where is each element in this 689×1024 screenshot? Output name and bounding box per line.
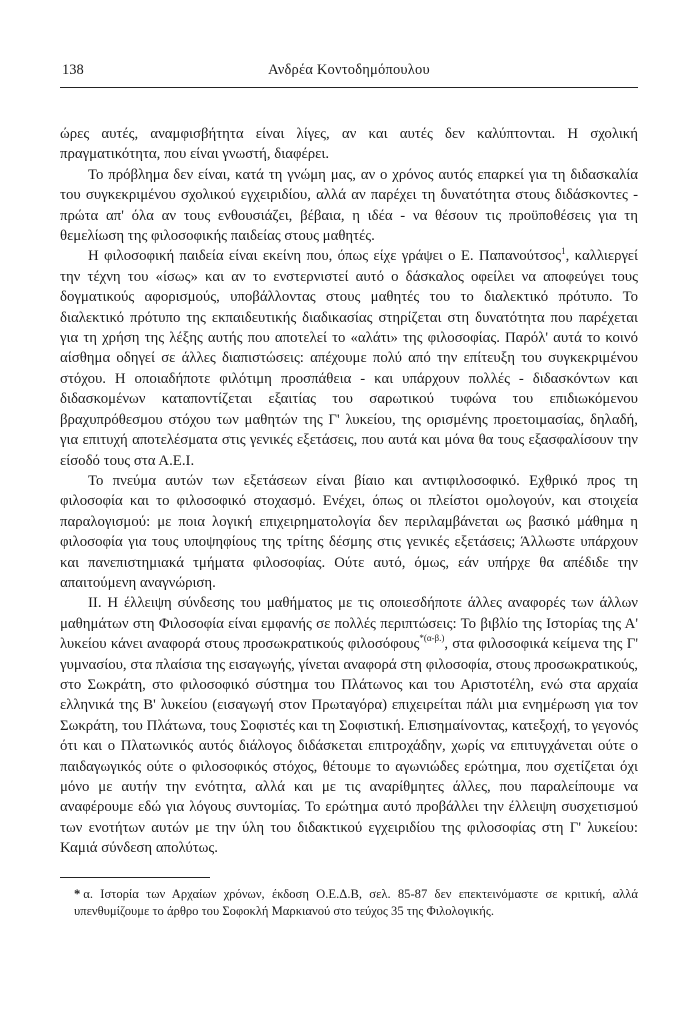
paragraph: [60, 471, 638, 593]
footnote-text: α. Ιστορία των Αρχαίων χρόνων, έκδοση Ο.Ε.Δ.Β, σελ. 85-87 δεν επεκτεινόμαστε σε κριτική, αλλά υπενθυμίζουμε το άρθρο του Σοφοκλή Μαρκιανού στο τεύχος 35 της Φιλολογικής.: [74, 886, 638, 918]
book-page: [60, 62, 638, 920]
paragraph-text: , στα φιλοσοφικά κείμενα της Γ' γυμνασίου, στα πλαίσια της εισαγωγής, γίνεται αναφορά στη φιλοσοφία, στους προσωκρατικούς, στο Σωκράτη, στο φιλοσοφικό σύστημα του Πλάτωνος και του Αριστοτέλη, ενώ στα αρχαία ελληνικά της Β' λυκείου (εισαγωγή στον Πρωταγόρα) επιχειρείται πάλι μια ενημέρωση για τον Σωκράτη, του Πλάτωνα, τους Σοφιστές και τη Σοφιστική. Επισημαίνοντας, κατεξοχή, το γεγονός ότι και ο Πλατωνικός αυτός διάλογος διδάσκεται επιτροχάδην, χωρίς να επιτυγχάνεται ούτε ο παιδαγωγικός ούτε ο φιλοσοφικός στόχος, θέτουμε το αγωνιώδες ερώτημα, που σχετίζεται όχι μόνο με αυτήν την ενότητα, αλλά και με τις αναρίθμητες άλλες, που παραλείπουμε να αναφέρουμε εδώ για λόγους συντομίας. Το ερώτημα αυτό προβάλλει την έλλειψη συσχετισμού των ενοτήτων αυτών με την ύλη του διδακτικού εγχειριδίου της φιλοσοφίας στη Γ' λυκείου: Καμιά σύνδεση απολύτως.: [60, 636, 638, 857]
paragraph-text: Η φιλοσοφική παιδεία είναι εκείνη που, όπως είχε γράψει ο Ε. Παπανούτσος: [88, 248, 562, 265]
running-head: [60, 62, 638, 84]
footnote-marker: *: [74, 886, 81, 901]
paragraph: [60, 165, 638, 247]
header-rule: [60, 87, 638, 88]
paragraph-text: ώρες αυτές, αναμφισβήτητα είναι λίγες, αν και αυτές δεν καλύπτονται. Η σχολική πραγματικότητα, που είναι γνωστή, διαφέρει.: [60, 126, 638, 163]
paragraph: [60, 246, 638, 470]
paragraph: [60, 593, 638, 858]
paragraph: [60, 124, 638, 165]
footnote: [60, 886, 638, 920]
footnote-reference: 1: [561, 245, 566, 256]
footnote-reference: *(α-β.): [419, 633, 445, 644]
body-text: [60, 124, 638, 859]
paragraph-text: Το πνεύμα αυτών των εξετάσεων είναι βίαιο και αντιφιλοσοφικό. Εχθρικό προς τη φιλοσοφία και το φιλοσοφικό στοχασμό. Ενέχει, όπως οι πλείστοι ομολογούν, και στοιχεία παραλογισμού: με ποια λογική επιχειρηματολογία δεν περιλαμβάνεται ως βασικό μάθημα η φιλοσοφία για τους υποψηφίους της τρίτης δέσμης στις γενικές εξετάσεις; Άλλωστε υπάρχουν και πανεπιστημιακά τμήματα φιλοσοφίας. Ούτε αυτό, όμως, εάν υπήρχε θα απέδιδε την απαιτούμενη αναγνώριση.: [60, 472, 638, 591]
page-number: 138: [62, 62, 84, 78]
running-title: Ανδρέα Κοντοδημόπουλου: [268, 62, 430, 78]
paragraph-text: Το πρόβλημα δεν είναι, κατά τη γνώμη μας, αν ο χρόνος αυτός επαρκεί για τη διδασκαλία του συγκεκριμένου σχολικού εγχειριδίου, αλλά αν παρέχει τη δυνατότητα στους διδάσκοντες - πρώτα απ' όλα αν τους ενθουσιάζει, βέβαια, η ιδέα - να θέσουν τις προϋποθέσεις για τη θεμελίωση της φιλοσοφικής παιδείας στους μαθητές.: [60, 166, 638, 245]
footnote-rule: [60, 877, 210, 878]
paragraph-text: ΙΙ. Η έλλειψη σύνδεσης του μαθήματος με τις οποιεσδήποτε άλλες αναφορές των άλλων μαθημάτων στη Φιλοσοφία είναι εμφανής σε πολλές περιπτώσεις: Το βιβλίο της Ιστορίας της Α' λυκείου κάνει αναφορά στους προσωκρατικούς φιλοσόφους: [60, 595, 638, 653]
paragraph-text: , καλλιεργεί την τέχνη του «ίσως» και αν το ενστερνιστεί αυτό ο δάσκαλος οφείλει να αποφεύγει τους δογματικούς αφορισμούς, υποβάλλοντας στους μαθητές του το διαλεκτικό πρότυπο. Το διαλεκτικό πρότυπο της εκπαιδευτικής διαδικασίας στηρίζεται στη δυνατότητα που παρέχεται για τη χρήση της λέξης αυτής που αποτελεί το «αλάτι» της φιλοσοφίας. Παρόλ' αυτά το κοινό αίσθημα οδηγεί σε άλλες διαπιστώσεις: απέχουμε πολύ από την επίτευξη του συγκεκριμένου στόχου. Η οποιαδήποτε φιλότιμη προσπάθεια - και υπάρχουν πολλές - διδασκόντων και διδασκομένων καταποντίζεται εξαιτίας του σαρωτικού τυφώνα του επιδιωκόμενου βραχυπρόθεσμου στόχου των μαθητών της Γ' λυκείου, της ορισμένης προετοιμασίας, δηλαδή, για επιτυχή αποτελέσματα στις γενικές εξετάσεις, που αυτά και μόνα θα τους εξασφαλίσουν την είσοδό τους στα Α.Ε.Ι.: [60, 248, 638, 469]
